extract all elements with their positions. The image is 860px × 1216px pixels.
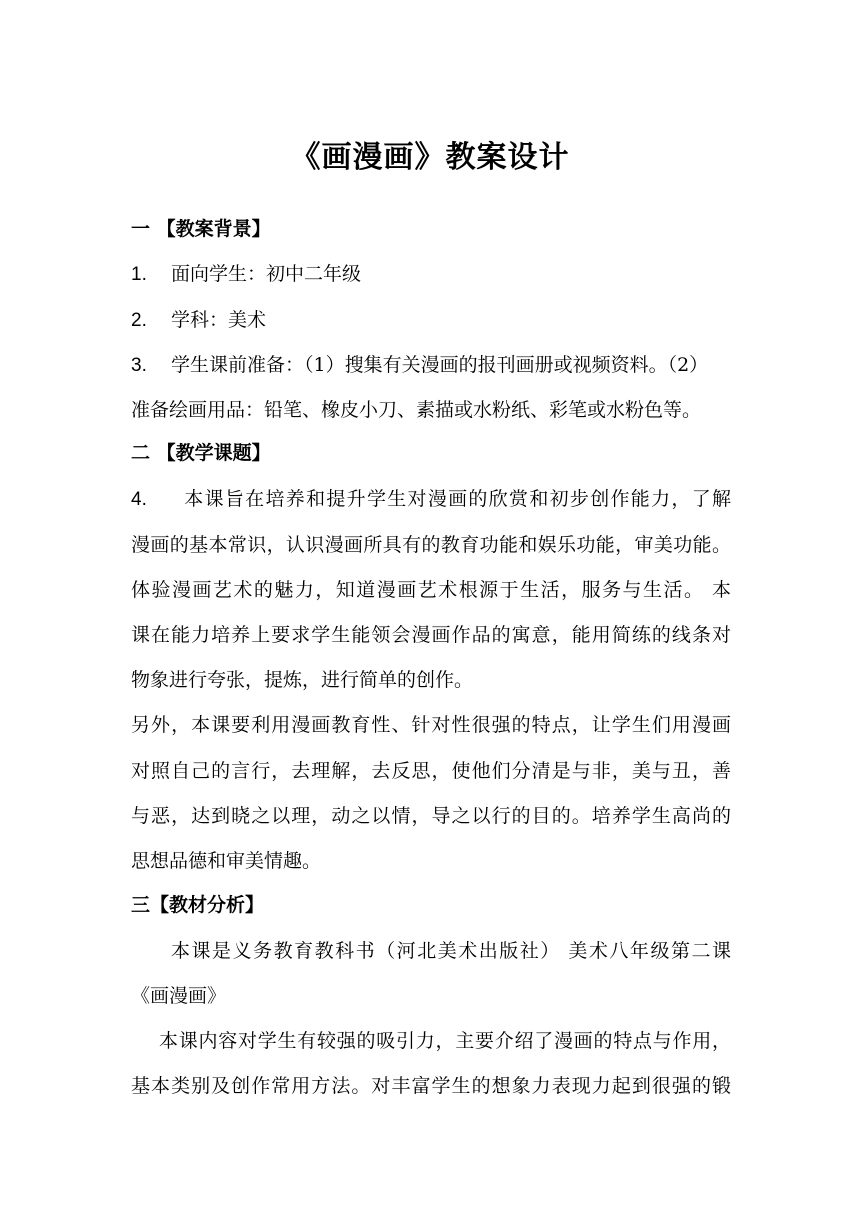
section-heading-background: 一 【教案背景】 — [131, 218, 271, 240]
item-text: 面向学生：初中二年级 — [171, 263, 362, 285]
paragraph-line: 《画漫画》 — [131, 985, 227, 1007]
paragraph-line: 另外，本课要利用漫画教育性、针对性很强的特点，让学生们用漫画 — [131, 714, 731, 736]
paragraph-line: 课在能力培养上要求学生能领会漫画作品的寓意，能用简练的线条对 — [131, 624, 731, 646]
list-item — [131, 259, 731, 290]
item-number: 1. — [131, 264, 147, 285]
document-title: 《画漫画》教案设计 — [290, 140, 570, 175]
item-number: 3. — [131, 355, 147, 376]
item-number: 2. — [131, 310, 147, 331]
item-number: 4. — [131, 489, 147, 510]
item-text: 学生课前准备：（1）搜集有关漫画的报刊画册或视频资料。（2） — [171, 354, 709, 376]
section-heading-topic: 二 【教学课题】 — [131, 442, 271, 464]
paragraph-line: 思想品德和审美情趣。 — [131, 850, 322, 872]
paragraph-line: 对照自己的言行，去理解，去反思，使他们分清是与非，美与丑，善 — [131, 760, 731, 782]
paragraph-line: 准备绘画用品：铅笔、橡皮小刀、素描或水粉纸、彩笔或水粉色等。 — [131, 399, 702, 421]
paragraph-text: 本课旨在培养和提升学生对漫画的欣赏和初步创作能力，了解 — [183, 488, 731, 510]
paragraph-line: 物象进行夸张，提炼，进行简单的创作。 — [131, 669, 474, 691]
paragraph-line: 体验漫画艺术的魅力，知道漫画艺术根源于生活，服务与生活。 本 — [131, 579, 731, 601]
paragraph-line: 基本类别及创作常用方法。对丰富学生的想象力表现力起到很强的锻 — [131, 1075, 731, 1097]
paragraph-line: 与恶，达到晓之以理，动之以情，导之以行的目的。培养学生高尚的 — [131, 805, 731, 827]
paragraph-line — [131, 484, 731, 515]
paragraph-line: 漫画的基本常识，认识漫画所具有的教育功能和娱乐功能，审美功能。 — [131, 534, 731, 556]
list-item — [131, 350, 731, 381]
list-item — [131, 305, 731, 336]
item-text: 学科：美术 — [171, 309, 267, 331]
section-heading-analysis: 三【教材分析】 — [131, 894, 265, 916]
paragraph-line: 本课内容对学生有较强的吸引力，主要介绍了漫画的特点与作用， — [159, 1030, 731, 1052]
paragraph-line: 本课是义务教育教科书（河北美术出版社） 美术八年级第二课 — [171, 940, 731, 962]
